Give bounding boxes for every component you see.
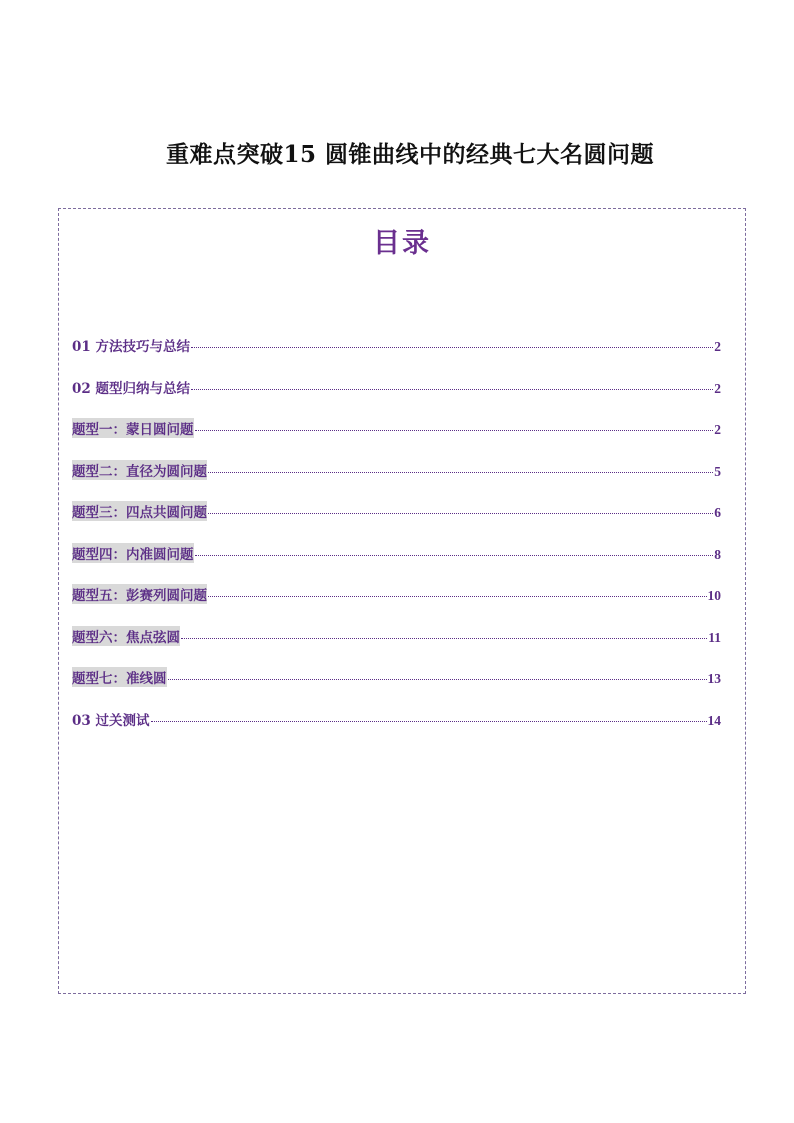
toc-entry-label: 题型三：四点共圆问题 — [72, 501, 207, 521]
toc-page-number: 2 — [714, 339, 721, 354]
toc-dot-leader — [191, 389, 713, 390]
toc-dot-leader — [168, 679, 707, 680]
toc-entry-type-1[interactable] — [72, 418, 721, 460]
toc-entry-type-5[interactable] — [72, 584, 721, 626]
toc-entry-label: 题型四：内准圆问题 — [72, 543, 194, 563]
toc-box — [58, 208, 746, 994]
toc-dot-leader — [151, 721, 707, 722]
toc-dot-leader — [208, 513, 713, 514]
toc-page-number: 10 — [707, 588, 721, 603]
toc-entry-type-2[interactable] — [72, 460, 721, 502]
toc-entry-label: 题型六：焦点弦圆 — [72, 626, 180, 646]
toc-entry-type-7[interactable] — [72, 667, 721, 709]
toc-entry-type-3[interactable] — [72, 501, 721, 543]
toc-dot-leader — [195, 430, 714, 431]
toc-page-number: 11 — [708, 629, 721, 645]
document-title: 重难点突破15 圆锥曲线中的经典七大名圆问题 — [165, 141, 654, 168]
toc-dot-leader — [208, 472, 713, 473]
toc-page-number: 2 — [714, 422, 721, 437]
toc-entry-label: 题型一：蒙日圆问题 — [72, 418, 194, 438]
toc-entry-label: 题型七：准线圆 — [72, 667, 167, 687]
toc-entry-type-6[interactable] — [72, 626, 721, 668]
toc-entry-label: 03 过关测试 — [72, 712, 150, 729]
toc-page-number: 6 — [714, 505, 721, 520]
toc-dot-leader — [195, 555, 714, 556]
toc-dot-leader — [181, 638, 707, 639]
toc-page-number: 2 — [714, 380, 721, 396]
toc-entry-test[interactable] — [72, 709, 721, 751]
toc-dot-leader — [191, 347, 713, 348]
toc-entry-methods[interactable] — [72, 335, 721, 377]
toc-entry-type-4[interactable] — [72, 543, 721, 585]
toc-list — [72, 335, 721, 750]
toc-page-number: 13 — [707, 671, 721, 686]
toc-entry-question-types[interactable] — [72, 377, 721, 419]
toc-page-number: 5 — [714, 463, 721, 479]
toc-entry-label: 01 方法技巧与总结 — [72, 339, 190, 355]
toc-entry-label: 02 题型归纳与总结 — [72, 380, 190, 397]
toc-heading: 目录 — [373, 228, 431, 259]
toc-page-number: 14 — [707, 712, 721, 728]
toc-entry-label: 题型二：直径为圆问题 — [72, 460, 207, 480]
toc-entry-label: 题型五：彭赛列圆问题 — [72, 584, 207, 604]
toc-dot-leader — [208, 596, 707, 597]
toc-page-number: 8 — [714, 546, 721, 562]
